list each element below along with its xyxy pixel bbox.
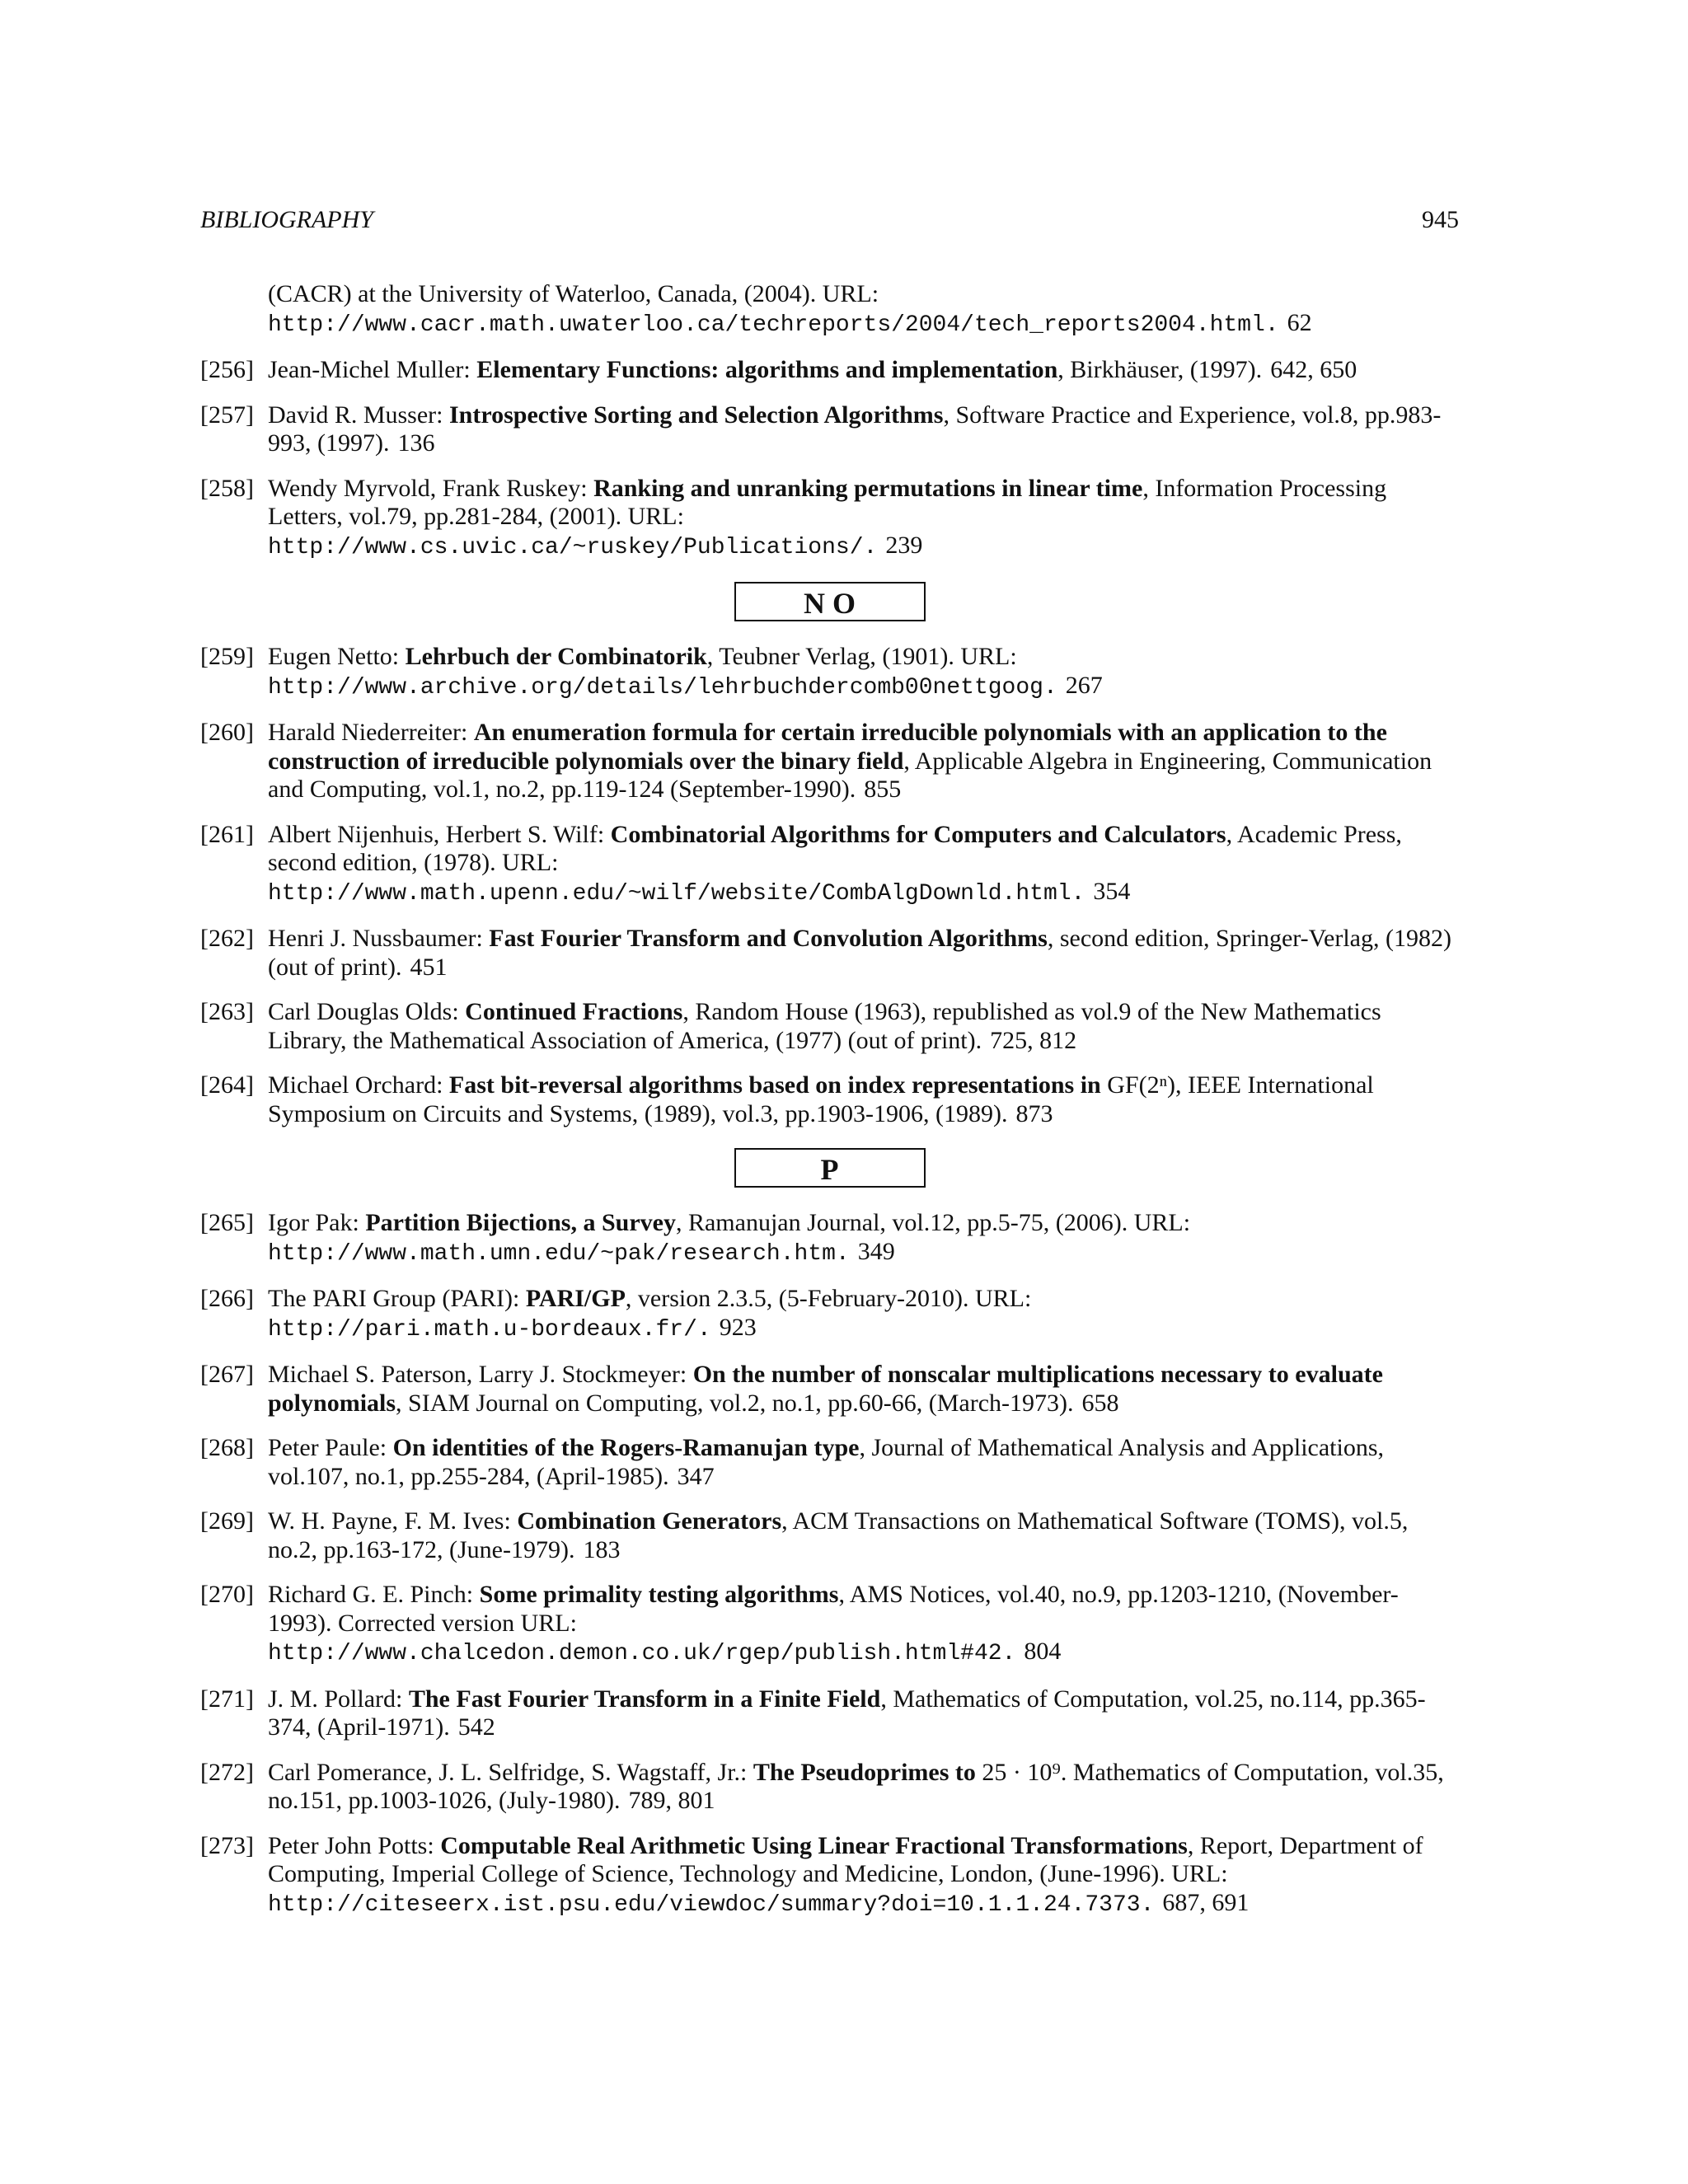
entry-url: http://www.math.umn.edu/~pak/research.htm. — [268, 1240, 850, 1267]
entry-title: Fast bit-reversal algorithms based on index representations in — [448, 1071, 1101, 1099]
entry-details: , Teubner Verlag, (1901). URL: — [706, 643, 1017, 670]
entry-number: [267] — [200, 1361, 254, 1388]
entry-number: [265] — [200, 1209, 254, 1236]
entry-pages: 687, 691 — [1162, 1888, 1250, 1916]
entry-details: , AMS Notices, vol.40, no.9, pp.1203-1210, (November-1993). Corrected version URL: — [268, 1581, 1399, 1637]
entry-url: http://www.math.upenn.edu/~wilf/website/CombAlgDownld.html. — [268, 880, 1085, 907]
entry-pages: 542 — [457, 1713, 495, 1741]
continued-entry — [268, 280, 1459, 340]
entry-authors: Michael S. Paterson, Larry J. Stockmeyer: — [268, 1361, 693, 1388]
entry-pages: 642, 650 — [1270, 356, 1357, 383]
entry-number: [260] — [200, 719, 254, 746]
entry-number: [266] — [200, 1285, 254, 1312]
entry-number: [264] — [200, 1071, 254, 1099]
entry-title: Continued Fractions — [465, 998, 683, 1025]
bibliography-entry — [200, 821, 1459, 909]
bibliography-entry — [200, 1759, 1459, 1816]
entry-title: Elementary Functions: algorithms and implementation — [476, 356, 1058, 383]
entry-pages: 923 — [719, 1313, 757, 1341]
entry-number: [269] — [200, 1507, 254, 1535]
entry-details: , Random House (1963), republished as vol.9 of the New Mathematics Library, the Mathematical Association of America, (1977) (out of print). — [268, 998, 1381, 1054]
entry-details: , ACM Transactions on Mathematical Software (TOMS), vol.5, no.2, pp.163-172, (June-1979). — [268, 1507, 1409, 1563]
entry-details: , Mathematics of Computation, vol.25, no.114, pp.365-374, (April-1971). — [268, 1685, 1426, 1741]
bibliography-entry — [200, 1685, 1459, 1742]
entry-authors: Wendy Myrvold, Frank Ruskey: — [268, 474, 594, 502]
entry-title: Some primality testing algorithms — [479, 1581, 839, 1608]
entry-authors: Eugen Netto: — [268, 643, 406, 670]
bibliography-entry — [200, 1285, 1459, 1344]
entry-text: (CACR) at the University of Waterloo, Canada, (2004). URL: — [268, 280, 879, 307]
bibliography-entry — [200, 1832, 1459, 1920]
entry-pages: 658 — [1081, 1389, 1119, 1417]
entry-authors: Igor Pak: — [268, 1209, 366, 1236]
entry-url: http://www.chalcedon.demon.co.uk/rgep/publish.html#42. — [268, 1641, 1016, 1666]
bibliography-entry — [200, 1581, 1459, 1669]
entry-details: , Report, Department of Computing, Imperial College of Science, Technology and Medicine, London, (June-1996). URL: — [268, 1831, 1423, 1887]
entry-authors: Michael Orchard: — [268, 1071, 449, 1099]
entry-pages: 267 — [1065, 671, 1103, 699]
entry-title: On identities of the Rogers-Ramanujan type — [392, 1434, 860, 1461]
entry-url: http://www.cacr.math.uwaterloo.ca/techreports/2004/tech_reports2004.html. — [268, 312, 1279, 338]
entry-authors: Carl Douglas Olds: — [268, 998, 466, 1025]
entry-pages: 136 — [397, 429, 435, 457]
entry-number: [259] — [200, 643, 254, 670]
entry-url: http://pari.math.u-bordeaux.fr/. — [268, 1316, 711, 1343]
entry-url: http://www.archive.org/details/lehrbuchdercomb00nettgoog. — [268, 674, 1057, 701]
entry-pages: 349 — [857, 1237, 895, 1265]
entry-title: Combination Generators — [517, 1507, 782, 1535]
page-number: 945 — [1422, 206, 1459, 233]
entry-authors: Jean-Michel Muller: — [268, 356, 477, 383]
entry-pages: 239 — [885, 531, 923, 559]
entry-details: , IEEE International Symposium on Circuits and Systems, (1989), vol.3, pp.1903-1906, (1989). — [268, 1071, 1374, 1127]
entry-pages: 183 — [583, 1535, 621, 1563]
entry-details: , second edition, Springer-Verlag, (1982) (out of print). — [268, 925, 1451, 981]
entry-number: [261] — [200, 820, 254, 848]
entry-pages: 451 — [410, 953, 448, 981]
entry-title: Fast Fourier Transform and Convolution Algorithms — [489, 925, 1048, 952]
bibliography-entry — [200, 998, 1459, 1055]
bibliography-entry — [200, 356, 1459, 385]
entry-pages: 354 — [1093, 877, 1131, 905]
entry-authors: The PARI Group (PARI): — [268, 1285, 526, 1312]
entry-title: PARI/GP — [525, 1285, 626, 1312]
entry-title: The Pseudoprimes to — [753, 1758, 976, 1786]
entry-number: [272] — [200, 1758, 254, 1786]
entry-details: . Mathematics of Computation, vol.35, no.151, pp.1003-1026, (July-1980). — [268, 1758, 1444, 1814]
entry-number: [273] — [200, 1831, 254, 1859]
entry-number: [263] — [200, 998, 254, 1025]
entry-details: , Journal of Mathematical Analysis and Applications, vol.107, no.1, pp.255-284, (April-1985). — [268, 1434, 1385, 1490]
entry-title: Partition Bijections, a Survey — [365, 1209, 676, 1236]
entry-authors: Harald Niederreiter: — [268, 719, 474, 746]
entry-number: [271] — [200, 1685, 254, 1713]
entry-title: Computable Real Arithmetic Using Linear Fractional Transformations — [440, 1831, 1188, 1859]
entry-authors: Peter Paule: — [268, 1434, 393, 1461]
entry-number: [270] — [200, 1581, 254, 1608]
entry-title: Ranking and unranking permutations in linear time — [593, 474, 1143, 502]
entry-pages: 873 — [1015, 1099, 1053, 1127]
entry-pages: 347 — [677, 1462, 715, 1490]
entry-authors: Carl Pomerance, J. L. Selfridge, S. Wagstaff, Jr.: — [268, 1758, 753, 1786]
entry-title-math: 25 · 10⁹ — [982, 1758, 1061, 1786]
entry-url: http://www.cs.uvic.ca/~ruskey/Publications/. — [268, 534, 878, 560]
entry-pages: 855 — [864, 776, 902, 803]
bibliography-entry — [200, 719, 1459, 804]
bibliography-entry — [200, 1209, 1459, 1268]
bibliography-entry — [200, 1507, 1459, 1564]
entry-number: [257] — [200, 401, 254, 429]
bibliography-entry — [200, 1071, 1459, 1128]
entry-authors: W. H. Payne, F. M. Ives: — [268, 1507, 518, 1535]
entry-details: , Software Practice and Experience, vol.8, pp.983-993, (1997). — [268, 401, 1442, 457]
bibliography-entry — [200, 401, 1459, 458]
bibliography-list — [200, 280, 1459, 1936]
entry-details: , Applicable Algebra in Engineering, Communication and Computing, vol.1, no.2, pp.119-124 (September-1990). — [268, 747, 1432, 803]
entry-title: An enumeration formula for certain irreducible polynomials with an application to the construction of irreducible polynomials over the binary field — [268, 719, 1387, 775]
entry-details: , Birkhäuser, (1997). — [1057, 356, 1263, 383]
entry-pages: 789, 801 — [628, 1787, 715, 1814]
entry-number: [256] — [200, 356, 254, 383]
entry-details: , version 2.3.5, (5-February-2010). URL: — [625, 1285, 1032, 1312]
entry-details: , SIAM Journal on Computing, vol.2, no.1, pp.60-66, (March-1973). — [396, 1389, 1074, 1417]
entry-title: Introspective Sorting and Selection Algorithms — [449, 401, 944, 429]
entry-authors: Albert Nijenhuis, Herbert S. Wilf: — [268, 820, 611, 848]
entry-title: Lehrbuch der Combinatorik — [405, 643, 707, 670]
bibliography-entry — [200, 925, 1459, 982]
entry-details: , Ramanujan Journal, vol.12, pp.5-75, (2006). URL: — [675, 1209, 1191, 1236]
bibliography-entry — [200, 475, 1459, 563]
bibliography-entry — [200, 1361, 1459, 1418]
entry-title-math: GF(2ⁿ) — [1107, 1071, 1176, 1099]
entry-details: , Academic Press, second edition, (1978). URL: — [268, 820, 1402, 876]
entry-authors: Henri J. Nussbaumer: — [268, 925, 490, 952]
page-header — [200, 206, 1459, 239]
entry-details: , Information Processing Letters, vol.79, pp.281-284, (2001). URL: — [268, 474, 1387, 530]
entry-authors: J. M. Pollard: — [268, 1685, 409, 1713]
bibliography-entry — [200, 643, 1459, 702]
entry-pages: 725, 812 — [990, 1026, 1077, 1054]
entry-number: [258] — [200, 474, 254, 502]
entry-url: http://citeseerx.ist.psu.edu/viewdoc/summary?doi=10.1.1.24.7373. — [268, 1891, 1155, 1918]
section-heading: N O — [734, 582, 926, 621]
section-heading: P — [734, 1148, 926, 1188]
entry-authors: David R. Musser: — [268, 401, 449, 429]
entry-authors: Peter John Potts: — [268, 1831, 441, 1859]
entry-number: [268] — [200, 1434, 254, 1461]
entry-title: On the number of nonscalar multiplications necessary to evaluate polynomials — [268, 1361, 1383, 1417]
entry-title: Combinatorial Algorithms for Computers and Calculators — [610, 820, 1226, 848]
entry-pages: 804 — [1024, 1638, 1062, 1665]
running-title: BIBLIOGRAPHY — [200, 206, 373, 233]
bibliography-entry — [200, 1434, 1459, 1491]
entry-number: [262] — [200, 925, 254, 952]
entry-title: The Fast Fourier Transform in a Finite Field — [408, 1685, 881, 1713]
entry-authors: Richard G. E. Pinch: — [268, 1581, 480, 1608]
entry-pages: 62 — [1287, 308, 1312, 336]
